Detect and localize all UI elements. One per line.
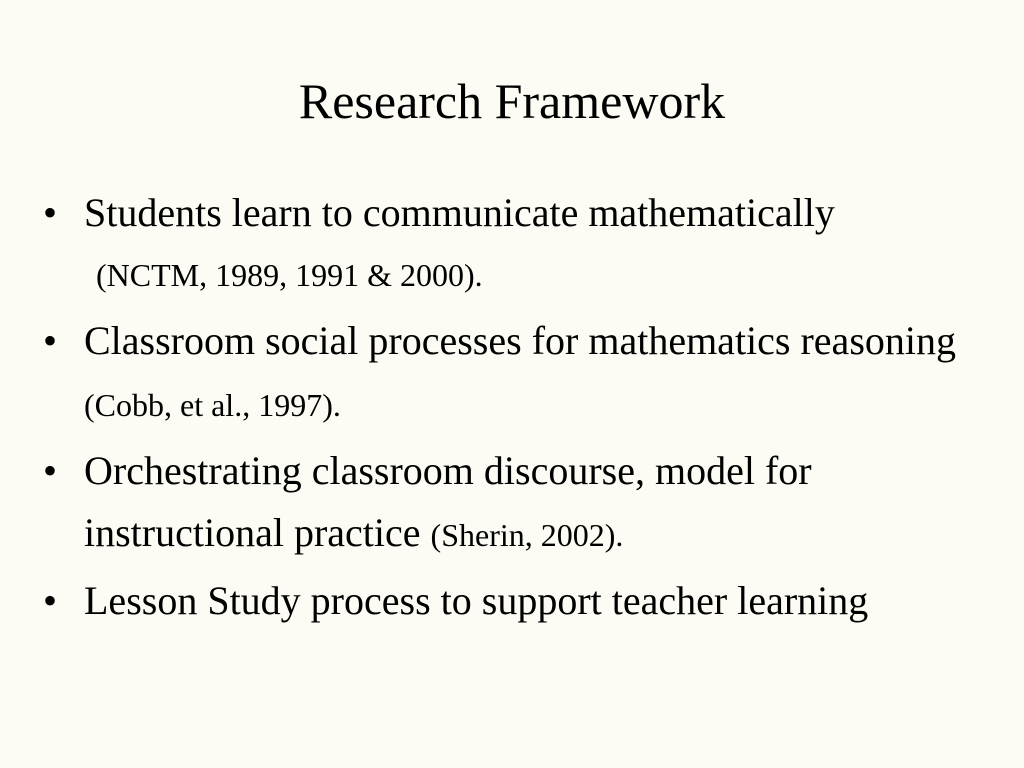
bullet-dot-icon: •	[43, 190, 58, 235]
bullet-citation: (Sherin, 2002).	[430, 517, 624, 553]
bullet-dot-icon: •	[43, 578, 58, 623]
bullet-dot-icon: •	[43, 448, 58, 493]
bullet-citation: (NCTM, 1989, 1991 & 2000).	[96, 257, 483, 293]
bullet-list	[40, 182, 1000, 636]
bullet-dot-icon: •	[43, 318, 58, 363]
slide-title: Research Framework	[298, 73, 726, 129]
bullet-text: Lesson Study process to support teacher learning	[84, 578, 869, 623]
bullet-item-social-processes	[40, 310, 1000, 436]
bullet-item-communicate	[40, 182, 1000, 306]
bullet-text: Orchestrating classroom discourse, model for instructional practice	[84, 448, 812, 555]
bullet-text: Classroom social processes for mathematics reasoning	[84, 318, 956, 363]
bullet-text: Students learn to communicate mathematically	[84, 190, 835, 235]
bullet-item-discourse	[40, 440, 1000, 566]
bullet-citation: (Cobb, et al., 1997).	[84, 387, 341, 423]
bullet-item-lesson-study	[40, 570, 1000, 632]
